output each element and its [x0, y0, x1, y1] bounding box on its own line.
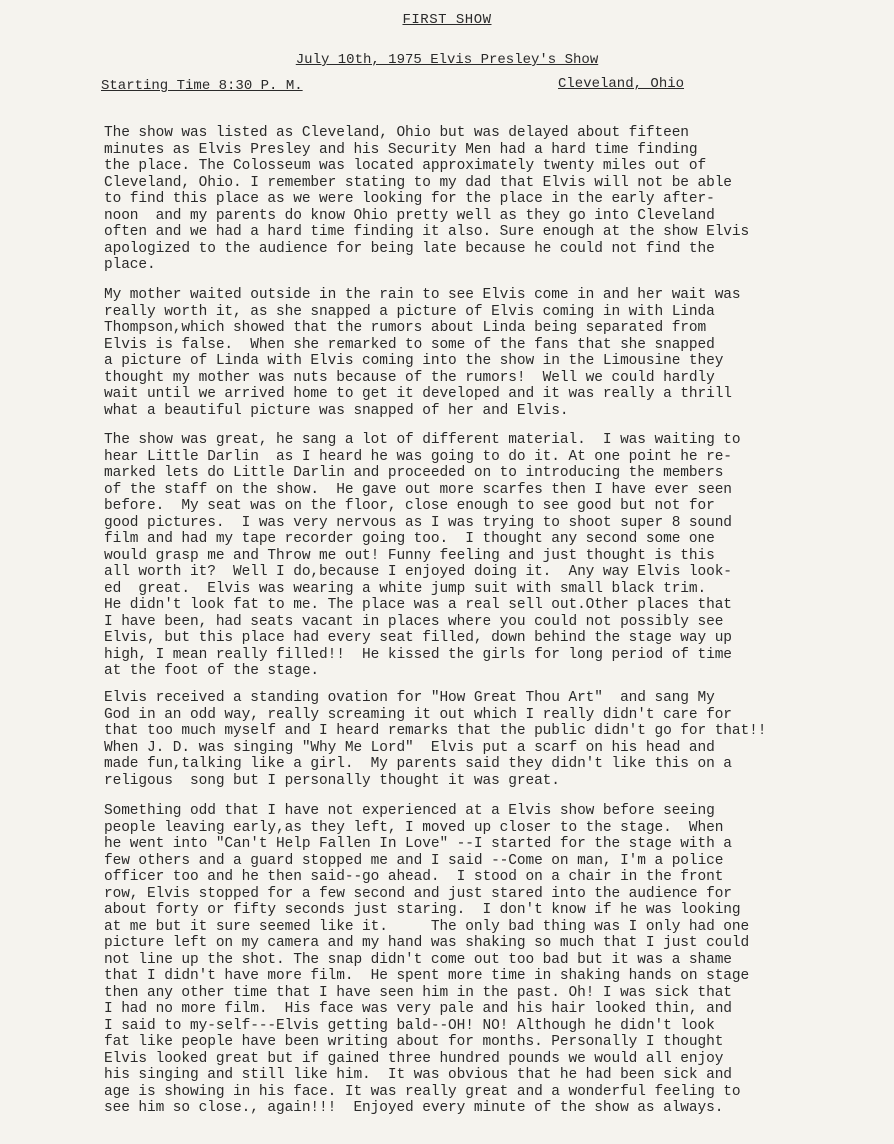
text-line: at the foot of the stage.	[104, 663, 320, 679]
show-location: Cleveland, Ohio	[558, 76, 685, 92]
text-line: all worth it? Well I do,because I enjoyed doing it. Any way Elvis look-	[104, 564, 732, 580]
text-line: not line up the shot. The snap didn't come out too bad but it was a shame	[104, 951, 732, 968]
text-line: wait until we arrived home to get it developed and it was really a thrill	[104, 386, 732, 402]
text-line: of the staff on the show. He gave out more scarfes then I have ever seen	[104, 481, 732, 498]
text-line: the place. The Colosseum was located approximately twenty miles out of	[104, 158, 707, 174]
text-line: picture left on my camera and my hand was shaking so much that I just could	[104, 935, 750, 951]
text-line: at me but it sure seemed like it. The only bad thing was I only had one	[104, 918, 750, 935]
paragraph-2	[104, 287, 864, 419]
text-line: ed great. Elvis was wearing a white jump suit with small black trim.	[104, 580, 707, 597]
text-line: what a beautiful picture was snapped of her and Elvis.	[104, 402, 569, 419]
text-line: marked lets do Little Darlin and proceeded on to introducing the members	[104, 465, 724, 481]
text-line: God in an odd way, really screaming it out which I really didn't care for	[104, 706, 732, 723]
text-line: made fun,talking like a girl. My parents said they didn't like this on a	[104, 756, 732, 772]
text-line: good pictures. I was very nervous as I was trying to shoot super 8 sound	[104, 514, 732, 531]
text-line: a picture of Linda with Elvis coming into the show in the Limousine they	[104, 353, 724, 369]
text-line: The show was great, he sang a lot of different material. I was waiting to	[104, 432, 741, 448]
text-line: religous song but I personally thought it was great.	[104, 772, 560, 789]
text-line: minutes as Elvis Presley and his Security Men had a hard time finding	[104, 141, 698, 158]
text-line: thought my mother was nuts because of the rumors! Well we could hardly	[104, 369, 715, 386]
text-line: I said to my-self---Elvis getting bald--OH! NO! Although he didn't look	[104, 1017, 715, 1034]
paragraph-1	[104, 125, 864, 274]
text-line: then any other time that I have seen him in the past. Oh! I was sick that	[104, 984, 732, 1001]
text-line: Elvis is false. When she remarked to some of the fans that she snapped	[104, 336, 715, 353]
text-line: row, Elvis stopped for a few second and just stared into the audience for	[104, 885, 732, 902]
text-line: I had no more film. His face was very pale and his hair looked thin, and	[104, 1001, 732, 1017]
text-line: to find this place as we were looking for the place in the early after-	[104, 191, 715, 207]
text-line: few others and a guard stopped me and I said --Come on man, I'm a police	[104, 852, 724, 869]
text-line: people leaving early,as they left, I moved up closer to the stage. When	[104, 819, 724, 836]
text-line: place.	[104, 257, 156, 273]
text-line: often and we had a hard time finding it also. Sure enough at the show Elvis	[104, 224, 750, 240]
show-date-heading: July 10th, 1975 Elvis Presley's Show	[295, 52, 599, 68]
paragraph-3	[104, 432, 864, 680]
text-line: really worth it, as she snapped a picture of Elvis coming in with Linda	[104, 303, 715, 320]
text-line: Elvis, but this place had every seat filled, down behind the stage way up	[104, 630, 732, 646]
text-line: noon and my parents do know Ohio pretty well as they go into Cleveland	[104, 207, 715, 224]
text-line: that too much myself and I heard remarks that the public didn't go for that!!	[104, 723, 767, 739]
text-line: hear Little Darlin as I heard he was going to do it. At one point he re-	[104, 448, 732, 465]
text-line: When J. D. was singing "Why Me Lord" Elvis put a scarf on his head and	[104, 739, 715, 756]
text-line: before. My seat was on the floor, close enough to see good but not for	[104, 498, 715, 514]
text-line: apologized to the audience for being late because he could not find the	[104, 240, 715, 257]
text-line: Something odd that I have not experienced at a Elvis show before seeing	[104, 803, 715, 819]
text-line: I have been, had seats vacant in places where you could not possibly see	[104, 613, 724, 630]
text-line: age is showing in his face. It was really great and a wonderful feeling to	[104, 1083, 741, 1100]
text-line: officer too and he then said--go ahead. I stood on a chair in the front	[104, 869, 724, 885]
text-line: Thompson,which showed that the rumors about Linda being separated from	[104, 320, 707, 336]
text-line: The show was listed as Cleveland, Ohio but was delayed about fifteen	[104, 125, 689, 141]
text-line: Elvis received a standing ovation for "How Great Thou Art" and sang My	[104, 690, 715, 706]
text-line: fat like people have been writing about for months. Personally I thought	[104, 1034, 724, 1050]
text-line: would grasp me and Throw me out! Funny feeling and just thought is this	[104, 547, 715, 564]
text-line: film and had my tape recorder going too. I thought any second some one	[104, 531, 715, 547]
text-line: high, I mean really filled!! He kissed the girls for long period of time	[104, 646, 732, 663]
text-line: that I didn't have more film. He spent more time in shaking hands on stage	[104, 968, 750, 984]
text-line: Cleveland, Ohio. I remember stating to my dad that Elvis will not be able	[104, 174, 732, 191]
page-title: FIRST SHOW	[402, 12, 492, 28]
starting-time: Starting Time 8:30 P. M.	[101, 78, 303, 94]
text-line: he went into "Can't Help Fallen In Love" --I started for the stage with a	[104, 836, 732, 852]
text-line: Elvis looked great but if gained three hundred pounds we would all enjoy	[104, 1050, 724, 1067]
text-line: My mother waited outside in the rain to see Elvis come in and her wait was	[104, 287, 741, 303]
paragraph-4	[104, 690, 864, 789]
paragraph-5	[104, 803, 864, 1117]
text-line: about forty or fifty seconds just staring. I don't know if he was looking	[104, 902, 741, 918]
text-line: He didn't look fat to me. The place was a real sell out.Other places that	[104, 597, 732, 613]
text-line: see him so close., again!!! Enjoyed every minute of the show as always.	[104, 1100, 724, 1116]
text-line: his singing and still like him. It was obvious that he had been sick and	[104, 1067, 732, 1083]
